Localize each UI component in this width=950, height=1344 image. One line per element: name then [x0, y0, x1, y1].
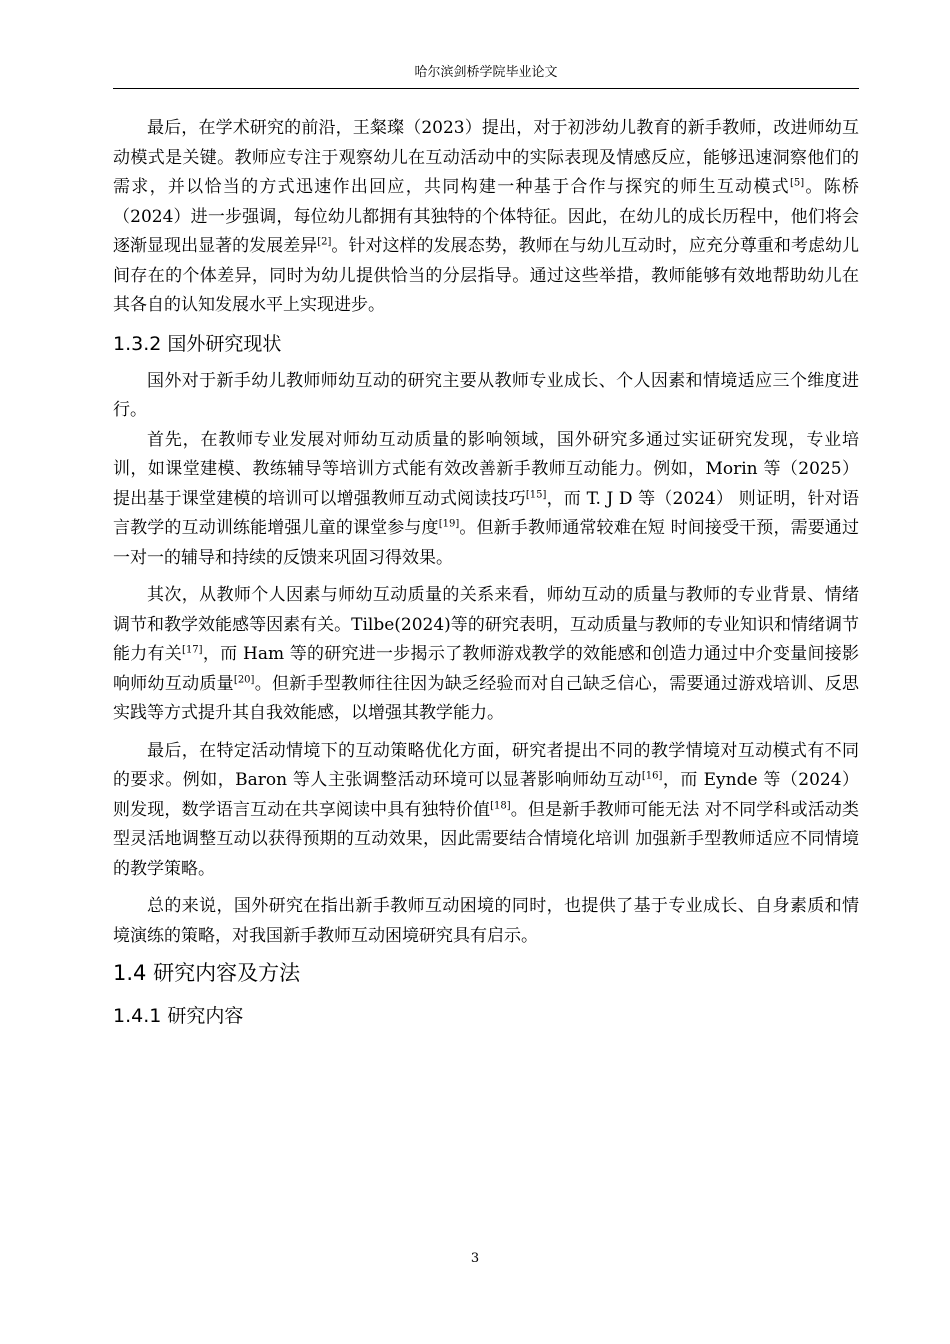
paragraph-professional-development	[113, 426, 859, 574]
citation-16: [16]	[641, 770, 663, 782]
paragraph-situational-strategy	[113, 737, 859, 885]
paragraph-text: 。但是新手教师可能无法 对不同学科或活动类型灵活地调整互动以获得预期的互动效果，因此需要结合情境化培训 加强新手型教师适应不同情境的教学策略。	[113, 799, 860, 879]
paragraph-wang-chen	[113, 114, 859, 321]
paragraph-text: 。针对这样的发展态势，教师在与幼儿互动时，应充分尊重和考虑幼儿间存在的个体差异，同时为幼儿提供恰当的分层指导。通过这些举措，教师能够有效地帮助幼儿在其各自的认知发展水平上实现进步。	[113, 236, 860, 315]
citation-15: [15]	[525, 488, 547, 500]
citation-17: [17]	[182, 644, 203, 656]
citation-5: [5]	[789, 177, 805, 189]
paragraph-text: ，而 Ham 等的研究进一步揭示了教师游戏教学的效能感和创造力通过中介变量间接影响师幼互动质量	[113, 644, 860, 694]
page-body	[113, 114, 859, 1039]
paragraph-text: ，而 T. J D 等（2024） 则证明，针对语言教学的互动训练能增强儿童的课堂参与度	[113, 488, 859, 538]
section-heading-1-3-2: 1.3.2 国外研究现状	[113, 332, 282, 355]
section-heading-1-4-1: 1.4.1 研究内容	[113, 1005, 244, 1027]
paragraph-text: 首先，在教师专业发展对师幼互动质量的影响领域，国外研究多通过实证研究发现，专业培训，如课堂建模、教练辅导等培训方式能有效改善新手教师互动能力。例如，Morin 等（2025）提出基于课堂建模的培训可以增强教师互动式阅读技巧	[113, 429, 859, 509]
paragraph-text: 最后，在学术研究的前沿，王粲璨（2023）提出，对于初涉幼儿教育的新手教师，改进师幼互动模式是关键。教师应专注于观察幼儿在互动活动中的实际表现及情感反应，能够迅速洞察他们的需求，并以恰当的方式迅速作出回应，共同构建一种基于合作与探究的师生互动模式	[113, 118, 859, 197]
section-heading-1-4: 1.4 研究内容及方法	[113, 961, 301, 985]
header-title: 哈尔滨剑桥学院毕业论文	[414, 65, 558, 80]
paragraph-text: 。但新手型教师往往因为缺乏经验而对自己缺乏信心，需要通过游戏培训、反思实践等方式提升其自我效能感，以增强其教学能力。	[113, 673, 860, 723]
paragraph-text: 。陈桥（2024）进一步强调，每位幼儿都拥有其独特的个体特征。因此，在幼儿的成长历程中，他们将会逐渐显现出显著的发展差异	[113, 177, 860, 256]
citation-19: [19]	[438, 518, 460, 530]
citation-20: [20]	[233, 673, 255, 685]
citation-2: [2]	[317, 236, 332, 248]
page-number: 3	[470, 1251, 480, 1266]
paragraph-summary: 总的来说，国外研究在指出新手教师互动困境的同时，也提供了基于专业成长、自身素质和情境演练的策略，对我国新手教师互动困境研究具有启示。	[113, 896, 859, 946]
citation-18: [18]	[490, 799, 511, 811]
paragraph-text: 最后，在特定活动情境下的互动策略优化方面，研究者提出不同的教学情境对互动模式有不同的要求。例如，Baron 等人主张调整活动环境可以显著影响师幼互动	[113, 740, 859, 790]
running-header	[113, 64, 859, 89]
paragraph-personal-factors	[113, 581, 859, 729]
paragraph-text: 。但新手教师通常较难在短 时间接受干预，需要通过一对一的辅导和持续的反馈来巩固习得效果。	[113, 518, 860, 568]
paragraph-text: 其次，从教师个人因素与师幼互动质量的关系来看，师幼互动的质量与教师的专业背景、情绪调节和教学效能感等因素有关。Tilbe(2024)等的研究表明，互动质量与教师的专业知识和情绪调节能力有关	[113, 585, 859, 664]
paragraph-text: ，而 Eynde 等（2024）则发现，数学语言互动在共享阅读中具有独特价值	[113, 770, 860, 820]
paragraph-foreign-overview: 国外对于新手幼儿教师师幼互动的研究主要从教师专业成长、个人因素和情境适应三个维度进行。	[113, 370, 859, 420]
